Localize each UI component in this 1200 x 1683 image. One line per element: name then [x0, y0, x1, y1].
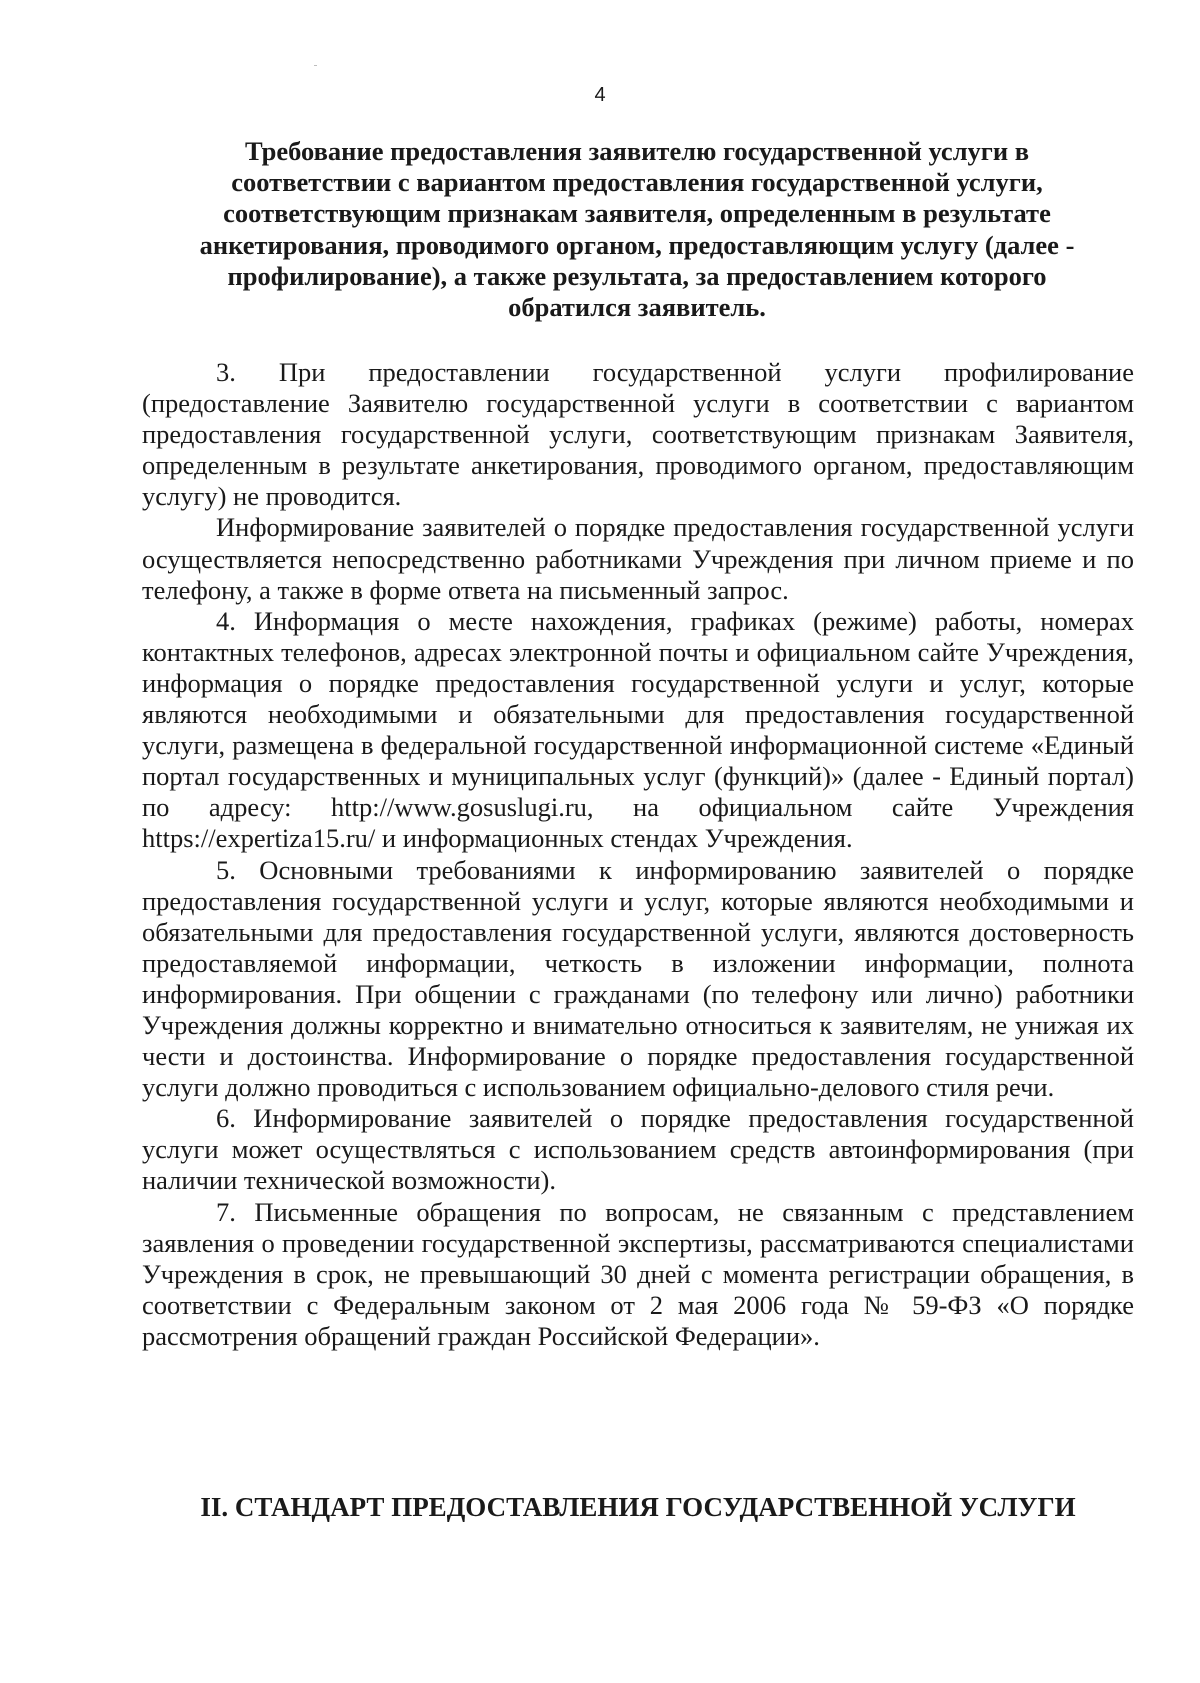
page-number: 4	[594, 84, 606, 106]
section-title: II. СТАНДАРТ ПРЕДОСТАВЛЕНИЯ ГОСУДАРСТВЕННОЙ УСЛУГИ	[200, 1492, 1076, 1522]
paragraph-item-6: 6. Информирование заявителей о порядке предоставления государственной услуги может осуществляться с использованием средств автоинформирования (при наличии технической возможности).	[142, 1103, 1134, 1196]
subsection-heading: Требование предоставления заявителю государственной услуги в соответствии с вариантом предоставления государственной услуги, соответствующим признакам заявителя, определенным в результате анкетирования, проводимого органом, предоставляющим услугу (далее - профилирование), а также результата, за предоставлением которого обратился заявитель.	[199, 136, 1075, 323]
document-body	[142, 357, 1134, 1352]
paragraph-item-4: 4. Информация о месте нахождения, графиках (режиме) работы, номерах контактных телефонов, адресах электронной почты и официальном сайте Учреждения, информация о порядке предоставления государственной услуги и услуг, которые являются необходимыми и обязательными для предоставления государственной услуги, размещена в федеральной государственной информационной системе «Единый портал государственных и муниципальных услуг (функций)» (далее - Единый портал) по адресу: http://www.gosuslugi.ru, на официальном сайте Учреждения https://expertiza15.ru/ и информационных стендах Учреждения.	[142, 605, 1134, 854]
paragraph-item-7: 7. Письменные обращения по вопросам, не связанным с представлением заявления о проведении государственной экспертизы, рассматриваются специалистами Учреждения в срок, не превышающий 30 дней с момента регистрации обращения, в соответствии с Федеральным законом от 2 мая 2006 года № 59-ФЗ «О порядке рассмотрения обращений граждан Российской Федерации».	[142, 1196, 1134, 1351]
paragraph-informing: Информирование заявителей о порядке предоставления государственной услуги осуществляется непосредственно работниками Учреждения при личном приеме и по телефону, а также в форме ответа на письменный запрос.	[142, 512, 1134, 605]
paragraph-item-3: 3. При предоставлении государственной услуги профилирование (предоставление Заявителю государственной услуги в соответствии с вариантом предоставления государственной услуги, соответствующим признакам Заявителя, определенным в результате анкетирования, проводимого органом, предоставляющим услугу) не проводится.	[142, 357, 1134, 512]
scan-artifact	[314, 65, 317, 66]
paragraph-item-5: 5. Основными требованиями к информированию заявителей о порядке предоставления государственной услуги и услуг, которые являются необходимыми и обязательными для предоставления государственной услуги, являются достоверность предоставляемой информации, четкость в изложении информации, полнота информирования. При общении с гражданами (по телефону или лично) работники Учреждения должны корректно и внимательно относиться к заявителям, не унижая их чести и достоинства. Информирование о порядке предоставления государственной услуги должно проводиться с использованием официально-делового стиля речи.	[142, 854, 1134, 1103]
